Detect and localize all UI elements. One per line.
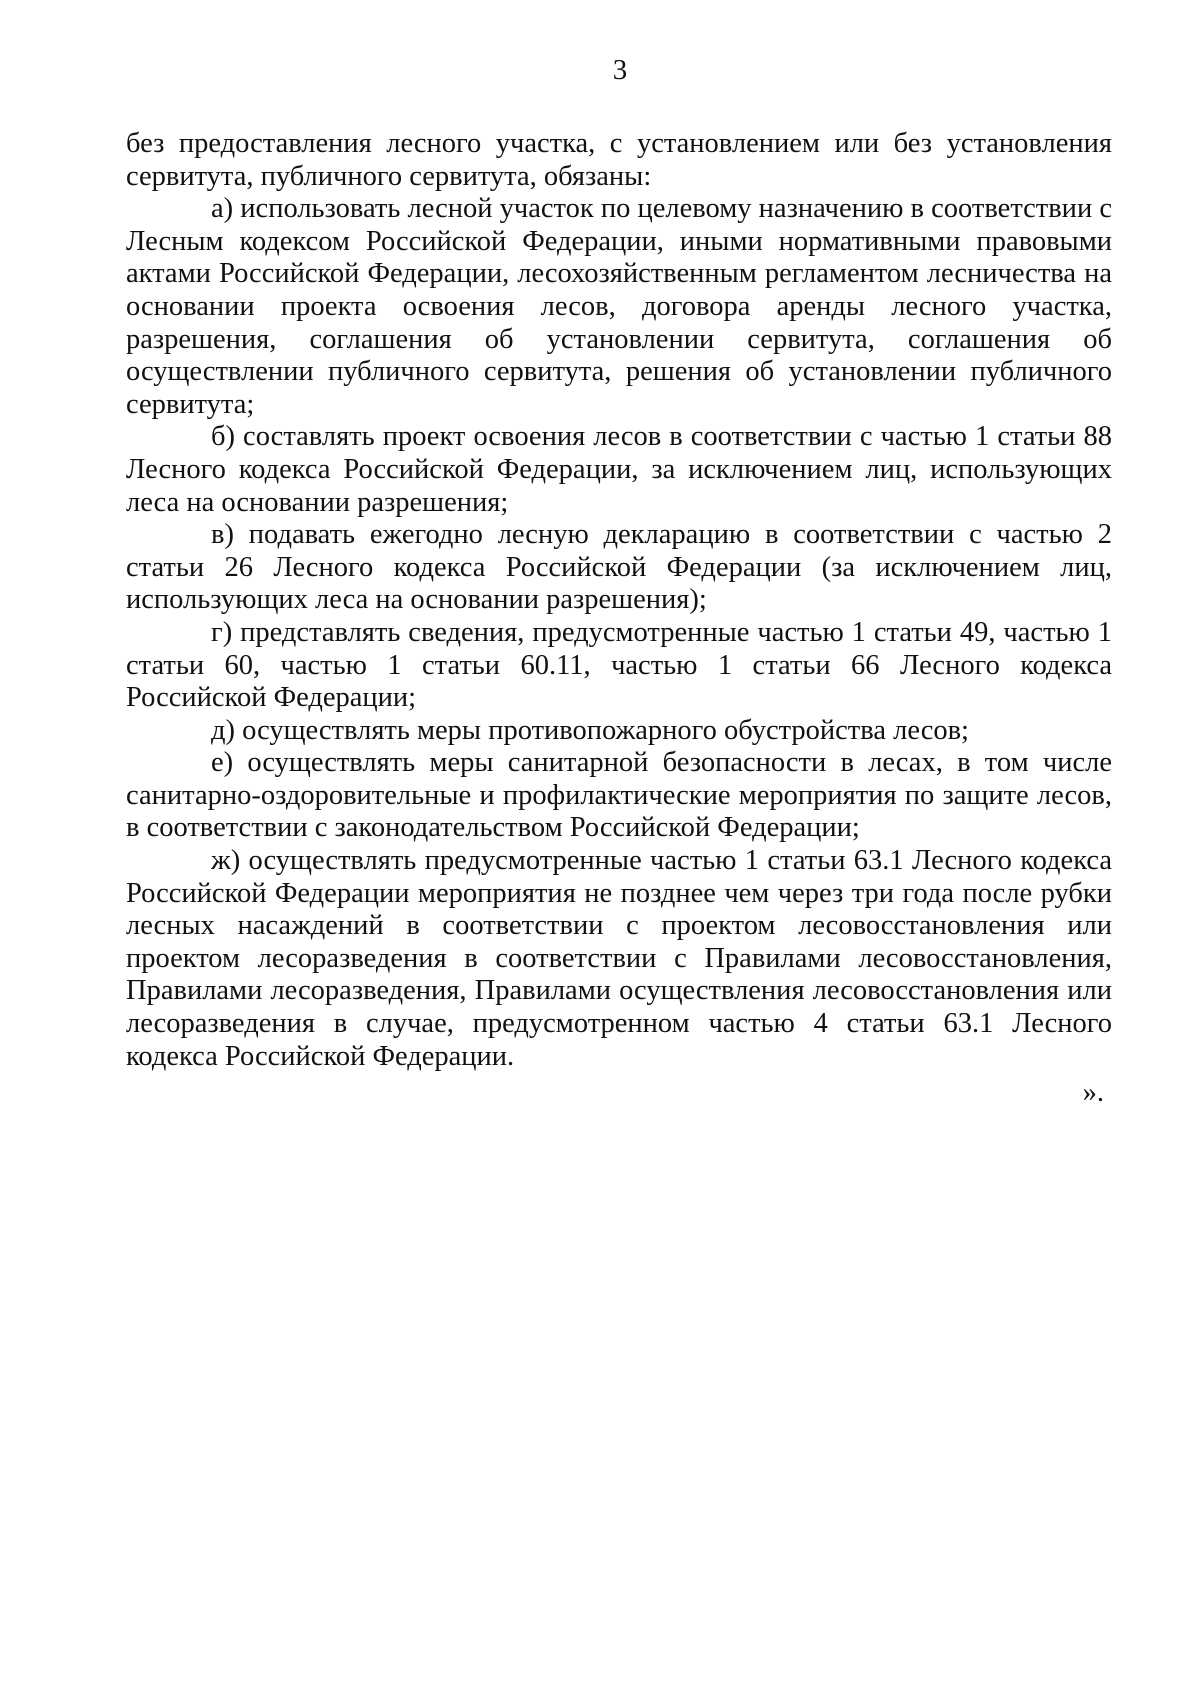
paragraph-item-zh: ж) осуществлять предусмотренные частью 1 статьи 63.1 Лесного кодекса Российской Федерации мероприятия не позднее чем через три года после рубки лесных насаждений в соответствии с проектом лесовосстановления или проектом лесоразведения в соответствии с Правилами лесовосстановления, Правилами лесоразведения, Правилами осуществления лесовосстановления или лесоразведения в случае, предусмотренном частью 4 статьи 63.1 Лесного кодекса Российской Федерации. [126, 845, 1112, 1072]
paragraph-intro: без предоставления лесного участка, с установлением или без установления сервитута, публичного сервитута, обязаны: [126, 128, 1112, 192]
paragraph-item-b: б) составлять проект освоения лесов в соответствии с частью 1 статьи 88 Лесного кодекса Российской Федерации, за исключением лиц, использующих леса на основании разрешения; [126, 421, 1112, 518]
paragraph-item-g: г) представлять сведения, предусмотренные частью 1 статьи 49, частью 1 статьи 60, частью 1 статьи 60.11, частью 1 статьи 66 Лесного кодекса Российской Федерации; [126, 616, 1112, 714]
paragraph-item-d: д) осуществлять меры противопожарного обустройства лесов; [211, 714, 969, 746]
paragraph-item-v: в) подавать ежегодно лесную декларацию в соответствии с частью 2 статьи 26 Лесного кодекса Российской Федерации (за исключением лиц, использующих леса на основании разрешения); [126, 519, 1112, 616]
closing-quote-mark: ». [1082, 1077, 1104, 1109]
document-body [126, 128, 1112, 1110]
paragraph-item-e: е) осуществлять меры санитарной безопасности в лесах, в том числе санитарно-оздоровительные и профилактические мероприятия по защите лесов, в соответствии с законодательством Российской Федерации; [126, 747, 1112, 844]
paragraph-item-a: а) использовать лесной участок по целевому назначению в соответствии с Лесным кодексом Российской Федерации, иными нормативными правовыми актами Российской Федерации, лесохозяйственным регламентом лесничества на основании проекта освоения лесов, договора аренды лесного участка, разрешения, соглашения об установлении сервитута, соглашения об осуществлении публичного сервитута, решения об установлении публичного сервитута; [126, 193, 1112, 420]
page-number: 3 [612, 54, 628, 86]
